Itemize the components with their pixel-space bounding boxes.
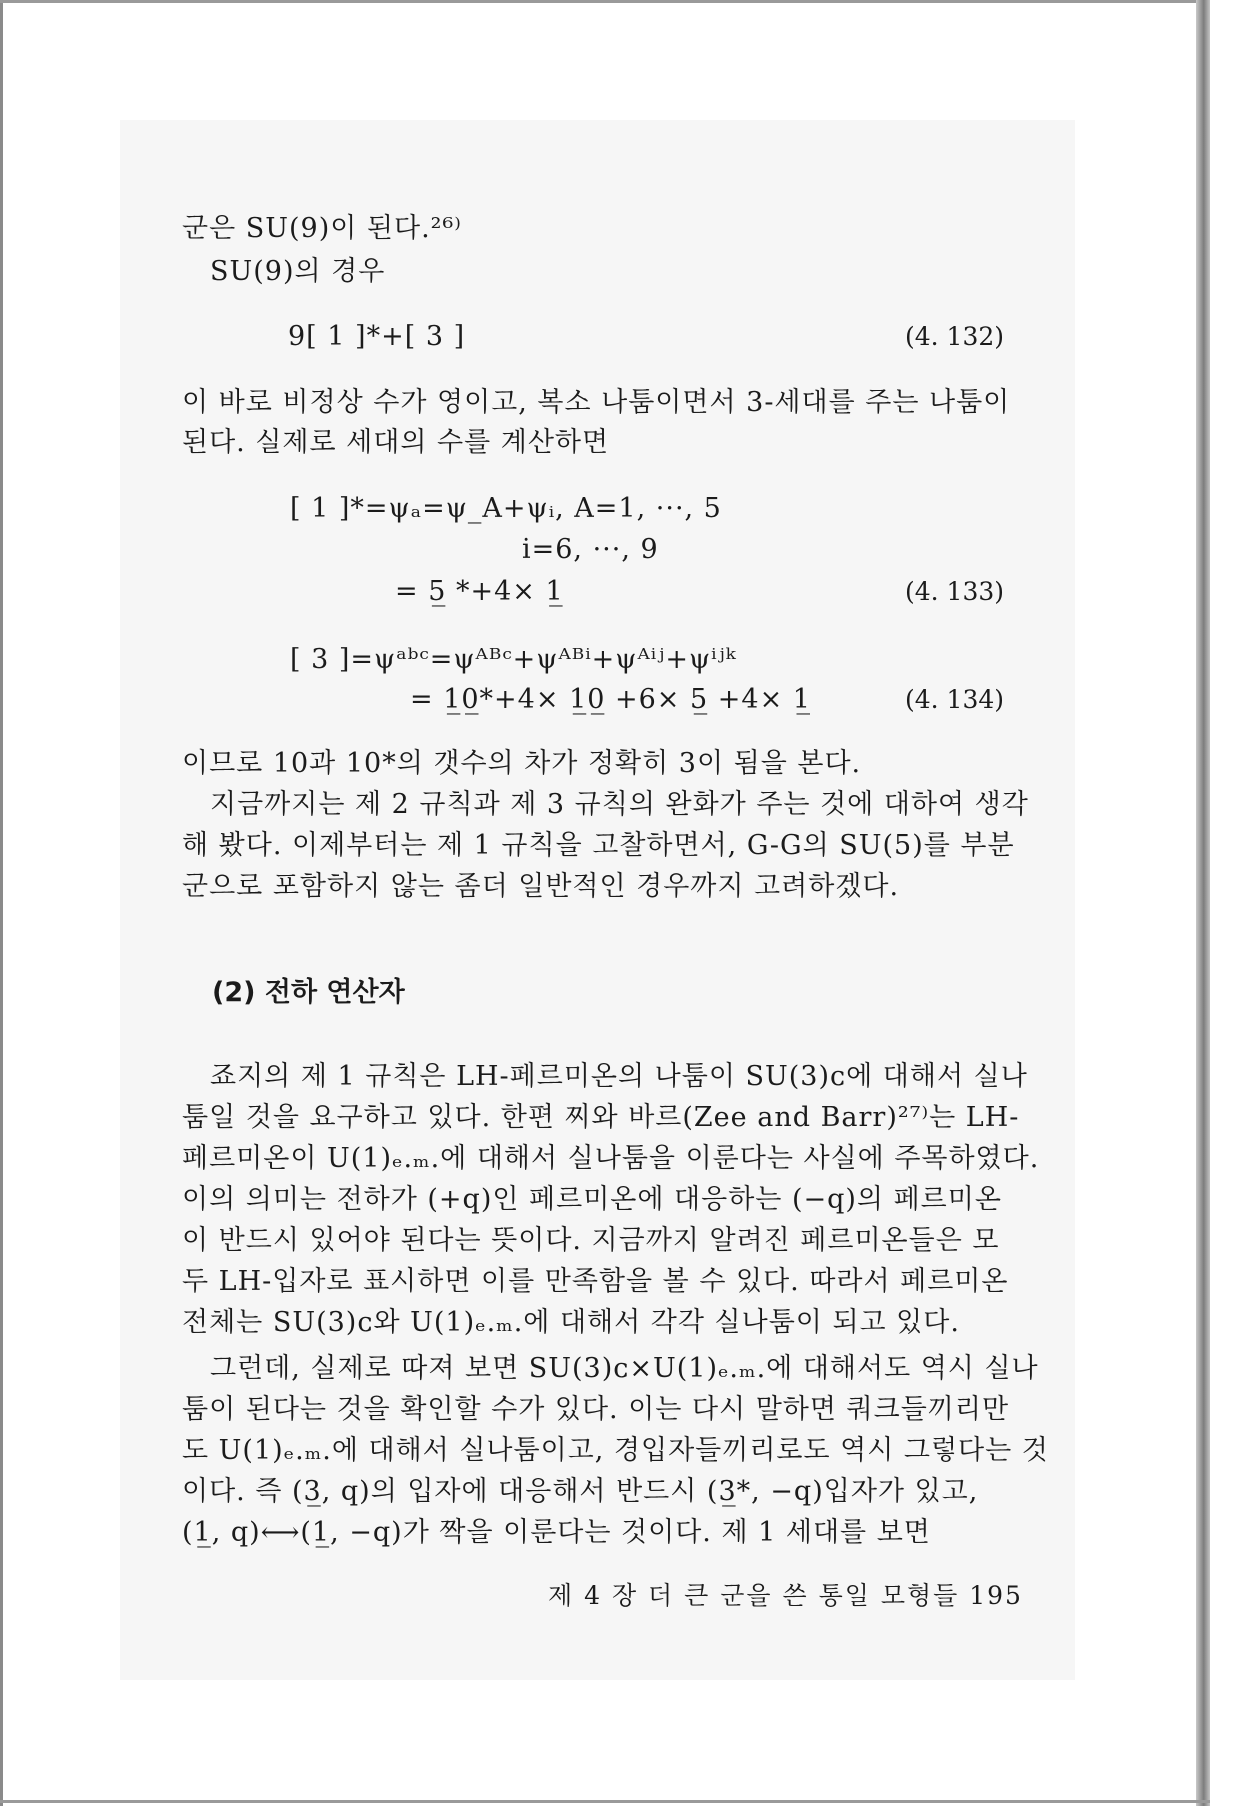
equation-number: (4. 132) <box>905 322 1005 351</box>
text-line: 이 반드시 있어야 된다는 뜻이다. 지금까지 알려진 페르미온들은 모 <box>182 1225 1000 1256</box>
text-line: 된다. 실제로 세대의 수를 계산하면 <box>182 427 610 458</box>
text-line: 툼이 된다는 것을 확인할 수가 있다. 이는 다시 말하면 쿼크들끼리만 <box>182 1394 1010 1425</box>
text-line: (1̲, q)⟷(1̲, −q)가 짝을 이룬다는 것이다. 제 1 세대를 보면 <box>182 1517 931 1548</box>
text-line: 군으로 포함하지 않는 좀더 일반적인 경우까지 고려하겠다. <box>182 871 900 902</box>
text-line: SU(9)의 경우 <box>210 256 386 287</box>
text-line: 두 LH-입자로 표시하면 이를 만족함을 볼 수 있다. 따라서 페르미온 <box>182 1266 1009 1297</box>
equation-4-134-line: [ 3 ]=ψᵃᵇᶜ=ψᴬᴮᶜ+ψᴬᴮⁱ+ψᴬⁱʲ+ψⁱʲᵏ <box>290 644 737 675</box>
text-line: 도 U(1)ₑ.ₘ.에 대해서 실나툼이고, 경입자들끼리로도 역시 그렇다는 것 <box>182 1435 1049 1466</box>
section-title: (2) 전하 연산자 <box>212 977 405 1008</box>
equation-number: (4. 134) <box>905 685 1005 714</box>
page-frame-bottom <box>0 1800 1210 1803</box>
text-line: 전체는 SU(3)ᴄ와 U(1)ₑ.ₘ.에 대해서 각각 실나툼이 되고 있다. <box>182 1307 960 1338</box>
page-footer: 제 4 장 더 큰 군을 쓴 통일 모형들 195 <box>548 1581 1023 1610</box>
text-line: 해 봤다. 이제부터는 제 1 규칙을 고찰하면서, G-G의 SU(5)를 부분 <box>182 830 1015 861</box>
text-line: 그런데, 실제로 따져 보면 SU(3)ᴄ×U(1)ₑ.ₘ.에 대해서도 역시 실나 <box>210 1353 1039 1384</box>
equation-4-133-line: i=6, ···, 9 <box>522 534 659 565</box>
text-line: 툼일 것을 요구하고 있다. 한편 찌와 바르(Zee and Barr)²⁷⁾는 LH- <box>182 1102 1020 1133</box>
text-line: 지금까지는 제 2 규칙과 제 3 규칙의 완화가 주는 것에 대하여 생각 <box>210 789 1029 820</box>
equation-4-133-line: = 5̲ *+4× 1̲ <box>395 576 564 607</box>
page-frame-top <box>0 0 1200 3</box>
equation-4-132: 9[ 1 ]*+[ 3 ] <box>288 321 466 352</box>
equation-4-133-line: [ 1 ]*=ψₐ=ψ_A+ψᵢ, A=1, ···, 5 <box>290 493 722 524</box>
text-line: 이다. 즉 (3̲, q)의 입자에 대응해서 반드시 (3̲*, −q)입자가 있고, <box>182 1476 979 1507</box>
text-line: 군은 SU(9)이 된다.²⁶⁾ <box>182 213 462 244</box>
text-line: 죠지의 제 1 규칙은 LH-페르미온의 나툼이 SU(3)ᴄ에 대해서 실나 <box>210 1061 1028 1092</box>
equation-4-134-line: = 1̲0̲*+4× 1̲0̲ +6× 5̲ +4× 1̲ <box>410 684 811 715</box>
viewer-margin <box>1212 0 1258 1806</box>
text-line: 이의 의미는 전하가 (+q)인 페르미온에 대응하는 (−q)의 페르미온 <box>182 1184 1002 1215</box>
equation-number: (4. 133) <box>905 577 1005 606</box>
page-edge-shadow <box>1196 0 1210 1806</box>
text-line: 페르미온이 U(1)ₑ.ₘ.에 대해서 실나툼을 이룬다는 사실에 주목하였다. <box>182 1143 1040 1174</box>
page-frame-left <box>0 0 3 1806</box>
text-line: 이 바로 비정상 수가 영이고, 복소 나툼이면서 3-세대를 주는 나툼이 <box>182 387 1011 418</box>
text-line: 이므로 10과 10*의 갯수의 차가 정확히 3이 됨을 본다. <box>182 748 862 779</box>
